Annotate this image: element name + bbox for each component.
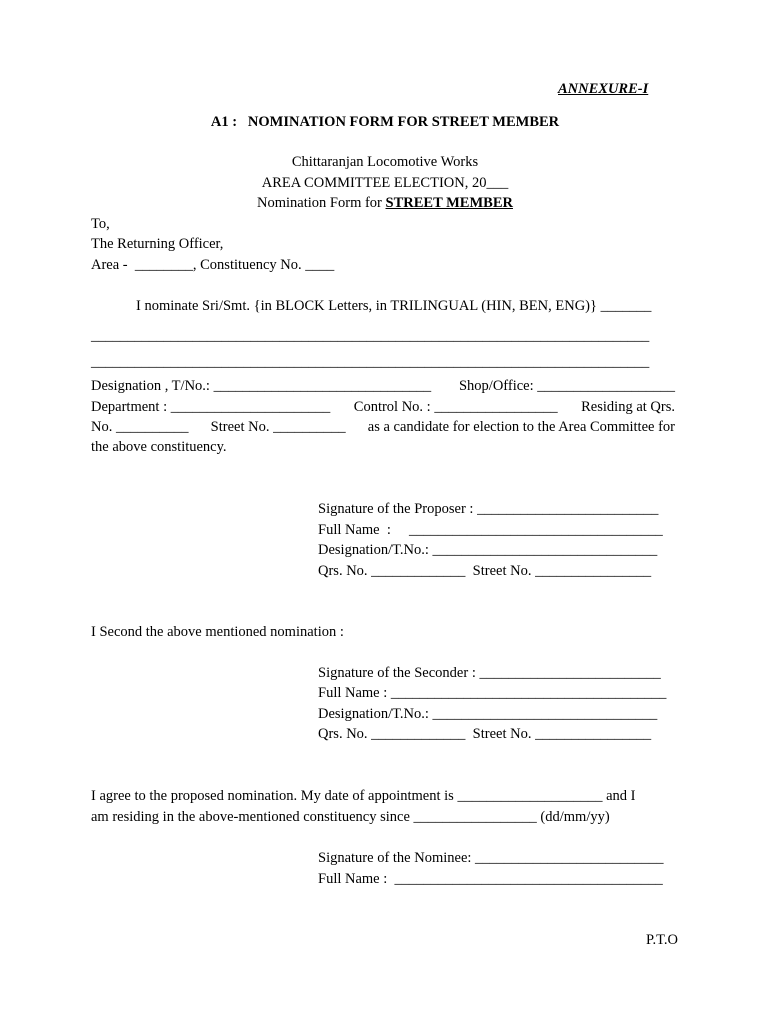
seconder-qrs-field: Qrs. No. _____________ Street No. ________________: [318, 726, 652, 742]
seconder-full-name-field: Full Name : ______________________________________: [318, 685, 667, 701]
candidate-statement: as a candidate for election to the Area Committee for: [367, 419, 675, 435]
department-field: Department : ______________________: [91, 399, 331, 415]
proposer-designation-field: Designation/T.No.: _______________________________: [318, 542, 658, 558]
department-row: [91, 397, 675, 417]
agreement-line-2: am residing in the above-mentioned constituency since _________________ (dd/mm/yy): [91, 809, 610, 825]
proposer-full-name-field: Full Name : ___________________________________: [318, 522, 663, 538]
qrs-no-field: No. __________: [91, 419, 189, 435]
residing-at-label: Residing at Qrs.: [581, 399, 675, 415]
nominee-signature-field: Signature of the Nominee: __________________________: [318, 850, 664, 866]
form-subtitle-prefix: Nomination Form for: [257, 195, 386, 211]
shop-office-field: Shop/Office: ___________________: [458, 378, 675, 394]
form-subtitle: [0, 193, 770, 213]
seconder-designation-field: Designation/T.No.: _______________________________: [318, 706, 658, 722]
seconder-signature-field: Signature of the Seconder : _________________________: [318, 665, 661, 681]
form-title: A1 : NOMINATION FORM FOR STREET MEMBER: [210, 114, 560, 130]
election-line: AREA COMMITTEE ELECTION, 20___: [261, 175, 509, 191]
form-subtitle-emphasis: STREET MEMBER: [385, 195, 513, 211]
address-area-field: Area - ________, Constituency No. ____: [91, 257, 335, 273]
organization-name: Chittaranjan Locomotive Works: [291, 154, 479, 170]
nomination-blank-line-1: _____________________________________________________________________________: [91, 328, 650, 344]
second-statement: I Second the above mentioned nomination :: [91, 624, 344, 640]
agreement-line-1: I agree to the proposed nomination. My date of appointment is ____________________ and I: [91, 788, 636, 804]
designation-tno-field: Designation , T/No.: ______________________________: [91, 378, 432, 394]
nomination-blank-line-2: _____________________________________________________________________________: [91, 354, 650, 370]
designation-row: [91, 376, 675, 396]
pto-label: P.T.O: [646, 932, 678, 948]
nominee-full-name-field: Full Name : _____________________________________: [318, 871, 663, 887]
annexure-label: ANNEXURE-I: [558, 81, 649, 97]
nomination-statement: I nominate Sri/Smt. {in BLOCK Letters, in TRILINGUAL (HIN, BEN, ENG)} _______: [136, 298, 652, 314]
proposer-signature-field: Signature of the Proposer : _________________________: [318, 501, 659, 517]
street-no-field: Street No. __________: [210, 419, 346, 435]
control-no-field: Control No. : _________________: [353, 399, 558, 415]
qrs-row: [91, 417, 675, 437]
address-to: To,: [91, 216, 110, 232]
proposer-qrs-field: Qrs. No. _____________ Street No. ________________: [318, 563, 652, 579]
constituency-statement: the above constituency.: [91, 439, 227, 455]
address-officer: The Returning Officer,: [91, 236, 224, 252]
